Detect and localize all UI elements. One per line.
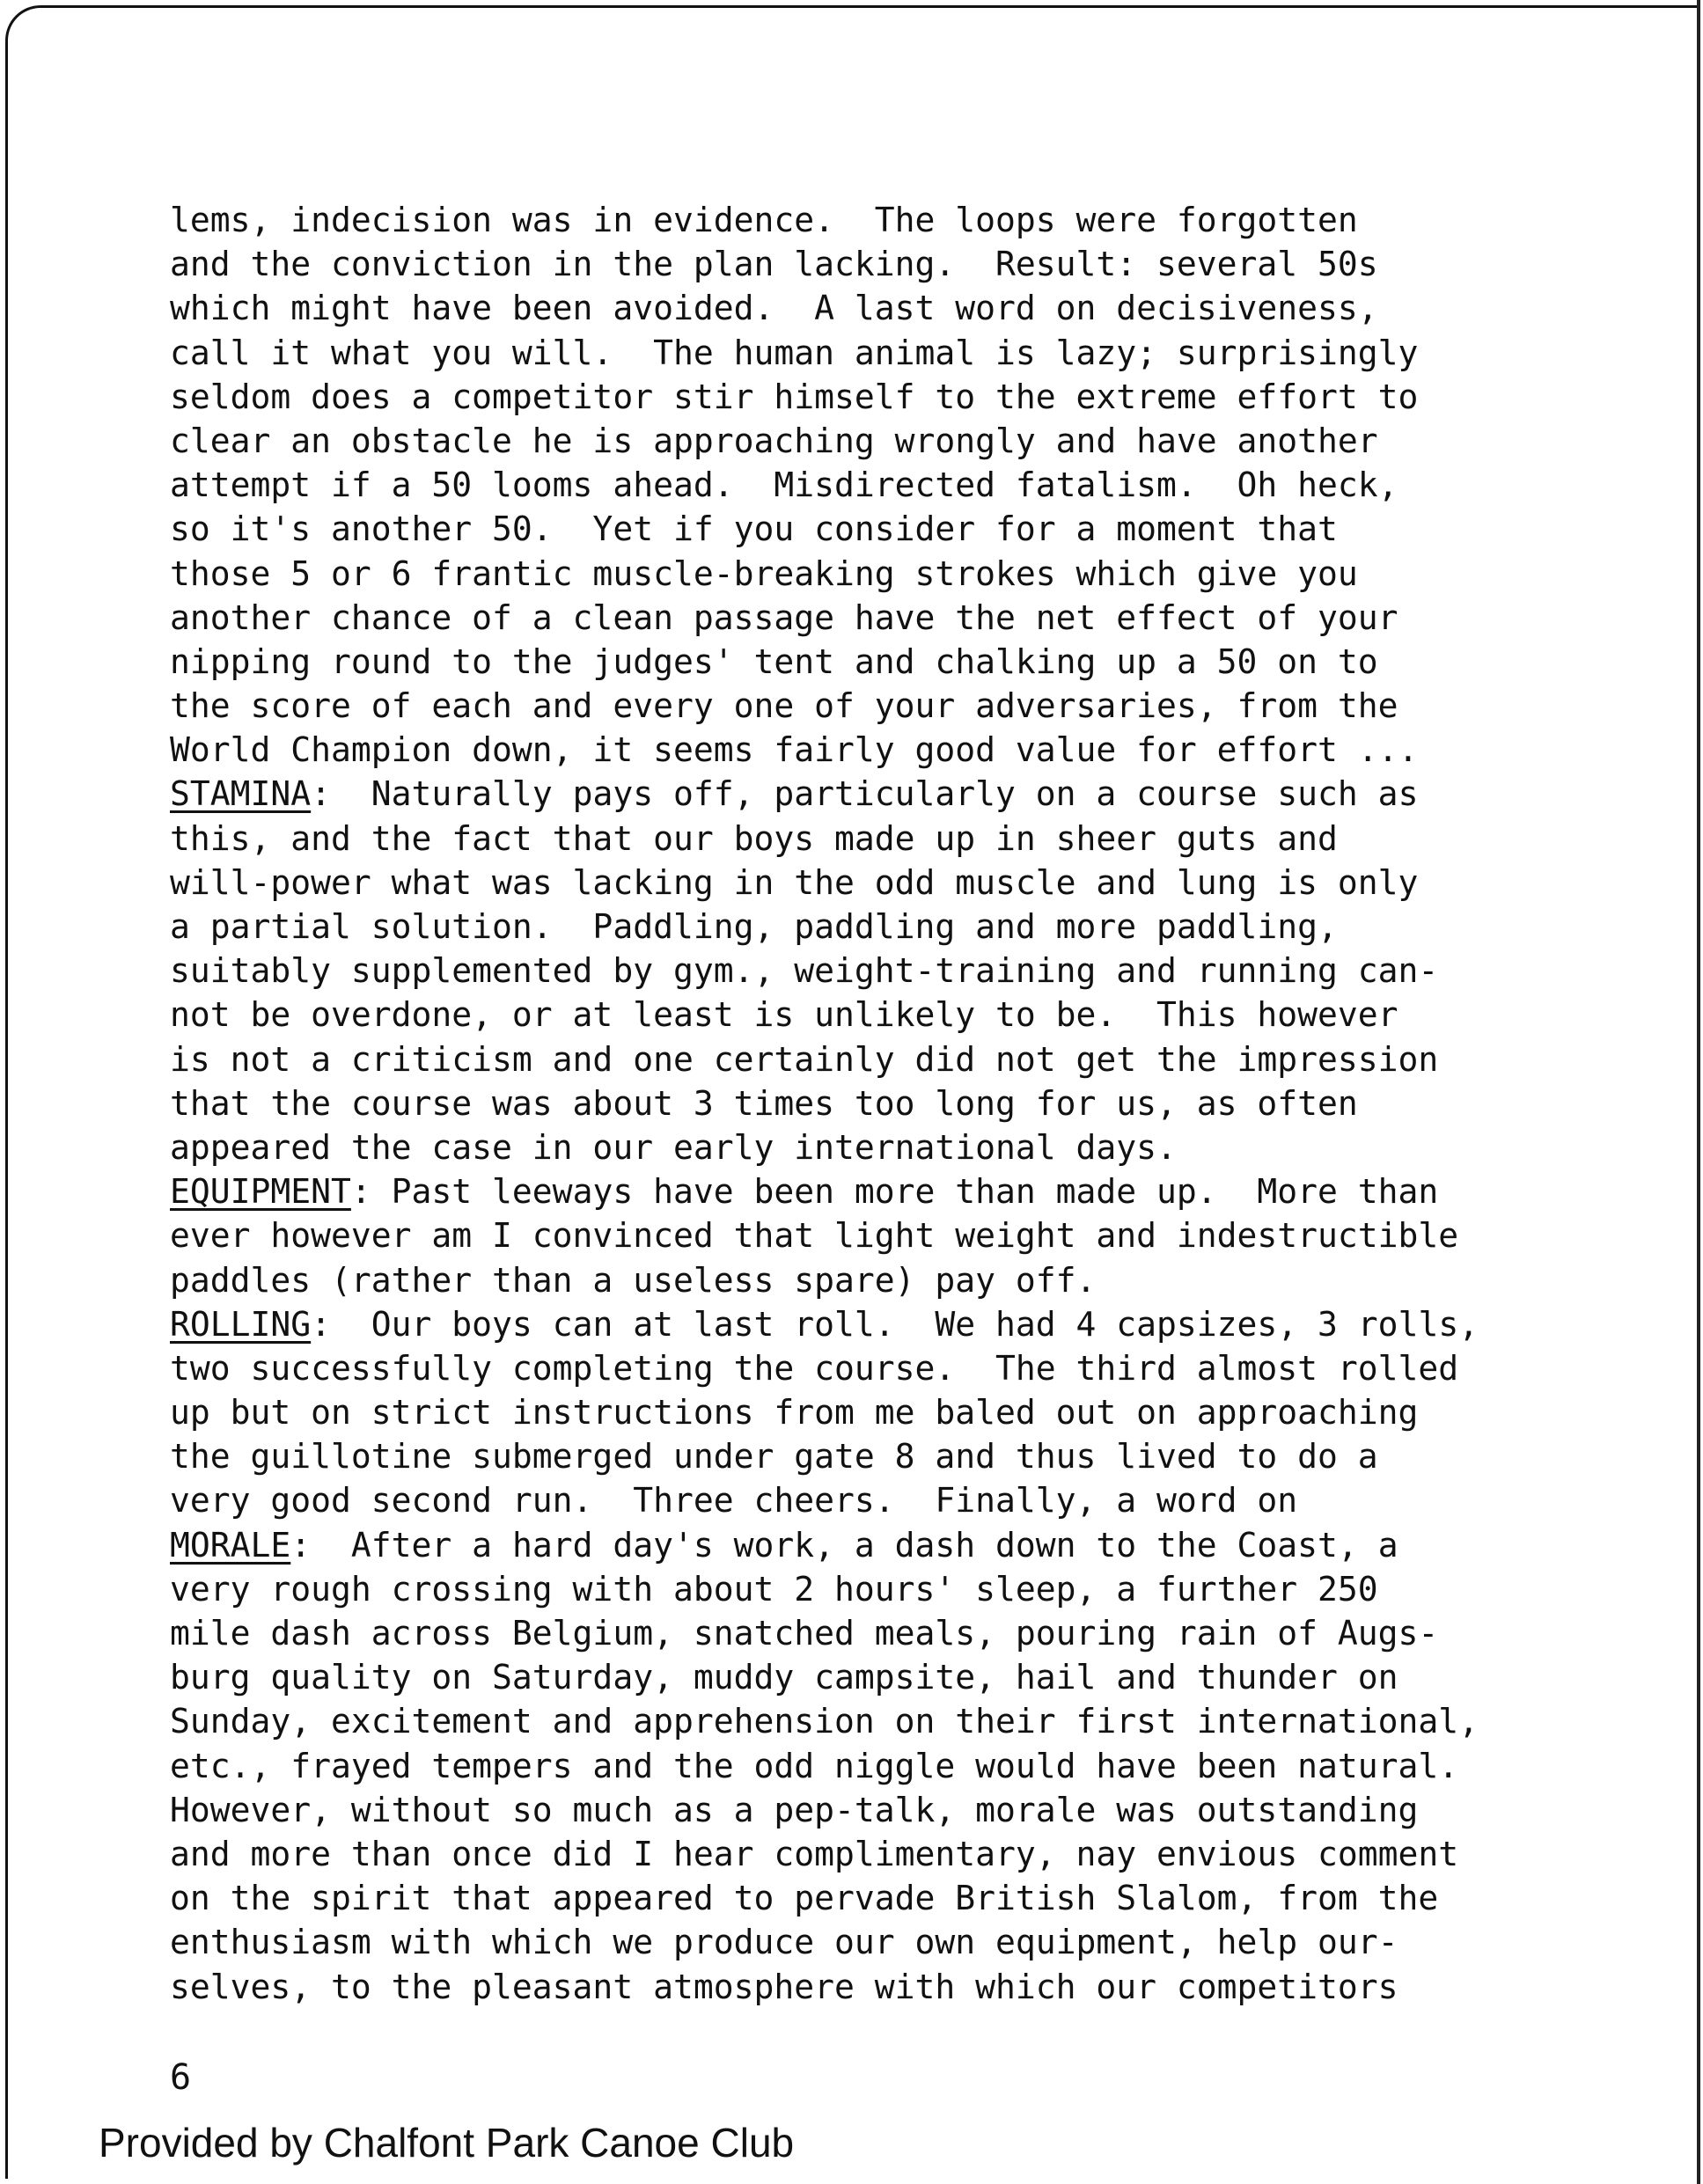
section-heading-line [170,772,1648,816]
text-line [170,1390,1648,1434]
text-line [170,861,1648,905]
section-heading-rolling: ROLLING [170,1304,312,1344]
line-text: the score of each and every one of your adversaries, from the [170,686,1398,726]
line-text: clear an obstacle he is approaching wrongly and have another [170,421,1378,460]
text-line [170,684,1648,728]
text-line [170,640,1648,684]
line-text: appeared the case in our early international days. [170,1127,1177,1167]
line-text: : Naturally pays off, particularly on a course such as [311,774,1419,814]
text-line [170,1037,1648,1081]
line-text: this, and the fact that our boys made up in sheer guts and [170,818,1338,858]
text-line [170,1965,1648,2009]
scanned-right-edge [1697,0,1700,2184]
line-text: will-power what was lacking in the odd muscle and lung is only [170,862,1419,902]
line-text: so it's another 50. Yet if you consider for a moment that [170,509,1338,549]
body-text [170,198,1648,2009]
line-text: etc., frayed tempers and the odd niggle would have been natural. [170,1746,1459,1785]
line-text: not be overdone, or at least is unlikely to be. This however [170,995,1398,1035]
section-heading-equipment: EQUIPMENT [170,1172,351,1212]
text-line [170,1920,1648,1964]
line-text: Sunday, excitement and apprehension on their first international, [170,1702,1479,1741]
line-text: and more than once did I hear complimentary, nay envious comment [170,1834,1459,1873]
text-line [170,1788,1648,1832]
text-line [170,1346,1648,1390]
line-text: a partial solution. Paddling, paddling and more paddling, [170,907,1338,946]
line-text: is not a criticism and one certainly did not get the impression [170,1039,1439,1079]
text-line [170,1258,1648,1302]
text-line [170,1567,1648,1611]
text-line [170,1655,1648,1699]
line-text: seldom does a competitor stir himself to the extreme effort to [170,377,1419,416]
line-text: that the course was about 3 times too long for us, as often [170,1083,1358,1123]
line-text: on the spirit that appeared to pervade British Slalom, from the [170,1879,1439,1918]
text-line [170,1478,1648,1522]
line-text: However, without so much as a pep-talk, morale was outstanding [170,1790,1419,1829]
line-text: burg quality on Saturday, muddy campsite, hail and thunder on [170,1658,1398,1697]
line-text: ever however am I convinced that light weight and indestructible [170,1216,1459,1256]
text-line [170,993,1648,1037]
line-text: very good second run. Three cheers. Finally, a word on [170,1481,1298,1521]
line-text: call it what you will. The human animal is lazy; surprisingly [170,333,1419,372]
section-heading-line [170,1169,1648,1213]
line-text: the guillotine submerged under gate 8 and thus lived to do a [170,1437,1378,1477]
text-line [170,419,1648,463]
line-text: very rough crossing with about 2 hours' sleep, a further 250 [170,1569,1378,1609]
text-line [170,1125,1648,1169]
text-line [170,331,1648,375]
text-line [170,1699,1648,1743]
line-text: : Our boys can at last roll. We had 4 capsizes, 3 rolls, [311,1304,1479,1344]
text-line [170,552,1648,596]
text-line [170,507,1648,551]
line-text: and the conviction in the plan lacking. Result: several 50s [170,245,1378,284]
line-text: attempt if a 50 looms ahead. Misdirected fatalism. Oh heck, [170,465,1398,505]
line-text: : After a hard day's work, a dash down to the Coast, a [290,1525,1398,1565]
text-line [170,1081,1648,1125]
text-line [170,1611,1648,1655]
line-text: lems, indecision was in evidence. The loops were forgotten [170,201,1358,239]
text-line [170,817,1648,861]
section-heading-line [170,1302,1648,1346]
line-text: those 5 or 6 frantic muscle-breaking strokes which give you [170,553,1358,593]
line-text: : Past leeways have been more than made up. More than [350,1172,1439,1212]
text-line [170,286,1648,330]
text-line [170,1744,1648,1788]
line-text: selves, to the pleasant atmosphere with which our competitors [170,1967,1398,2006]
section-heading-morale: MORALE [170,1525,291,1565]
line-text: paddles (rather than a useless spare) pay off. [170,1260,1097,1300]
line-text: suitably supplemented by gym., weight-training and running can- [170,951,1439,991]
line-text: two successfully completing the course. The third almost rolled [170,1348,1459,1388]
text-line [170,728,1648,772]
text-line [170,463,1648,507]
section-heading-stamina: STAMINA [170,774,312,814]
line-text: which might have been avoided. A last word on decisiveness, [170,289,1378,328]
text-line [170,1876,1648,1920]
text-line [170,596,1648,640]
page-number: 6 [170,2057,192,2098]
text-line [170,198,1648,242]
line-text: nipping round to the judges' tent and chalking up a 50 on to [170,641,1378,681]
text-line [170,1213,1648,1257]
section-heading-line [170,1523,1648,1567]
line-text: enthusiasm with which we produce our own equipment, help our- [170,1923,1398,1962]
line-text: World Champion down, it seems fairly good value for effort ... [170,730,1419,770]
text-line [170,949,1648,993]
text-line [170,375,1648,419]
text-line [170,1832,1648,1876]
line-text: up but on strict instructions from me baled out on approaching [170,1393,1419,1433]
text-line [170,1434,1648,1478]
line-text: mile dash across Belgium, snatched meals, pouring rain of Augs- [170,1614,1439,1653]
provided-by-footer: Provided by Chalfont Park Canoe Club [99,2120,795,2166]
text-line [170,905,1648,949]
line-text: another chance of a clean passage have the net effect of your [170,597,1398,637]
text-line [170,242,1648,286]
